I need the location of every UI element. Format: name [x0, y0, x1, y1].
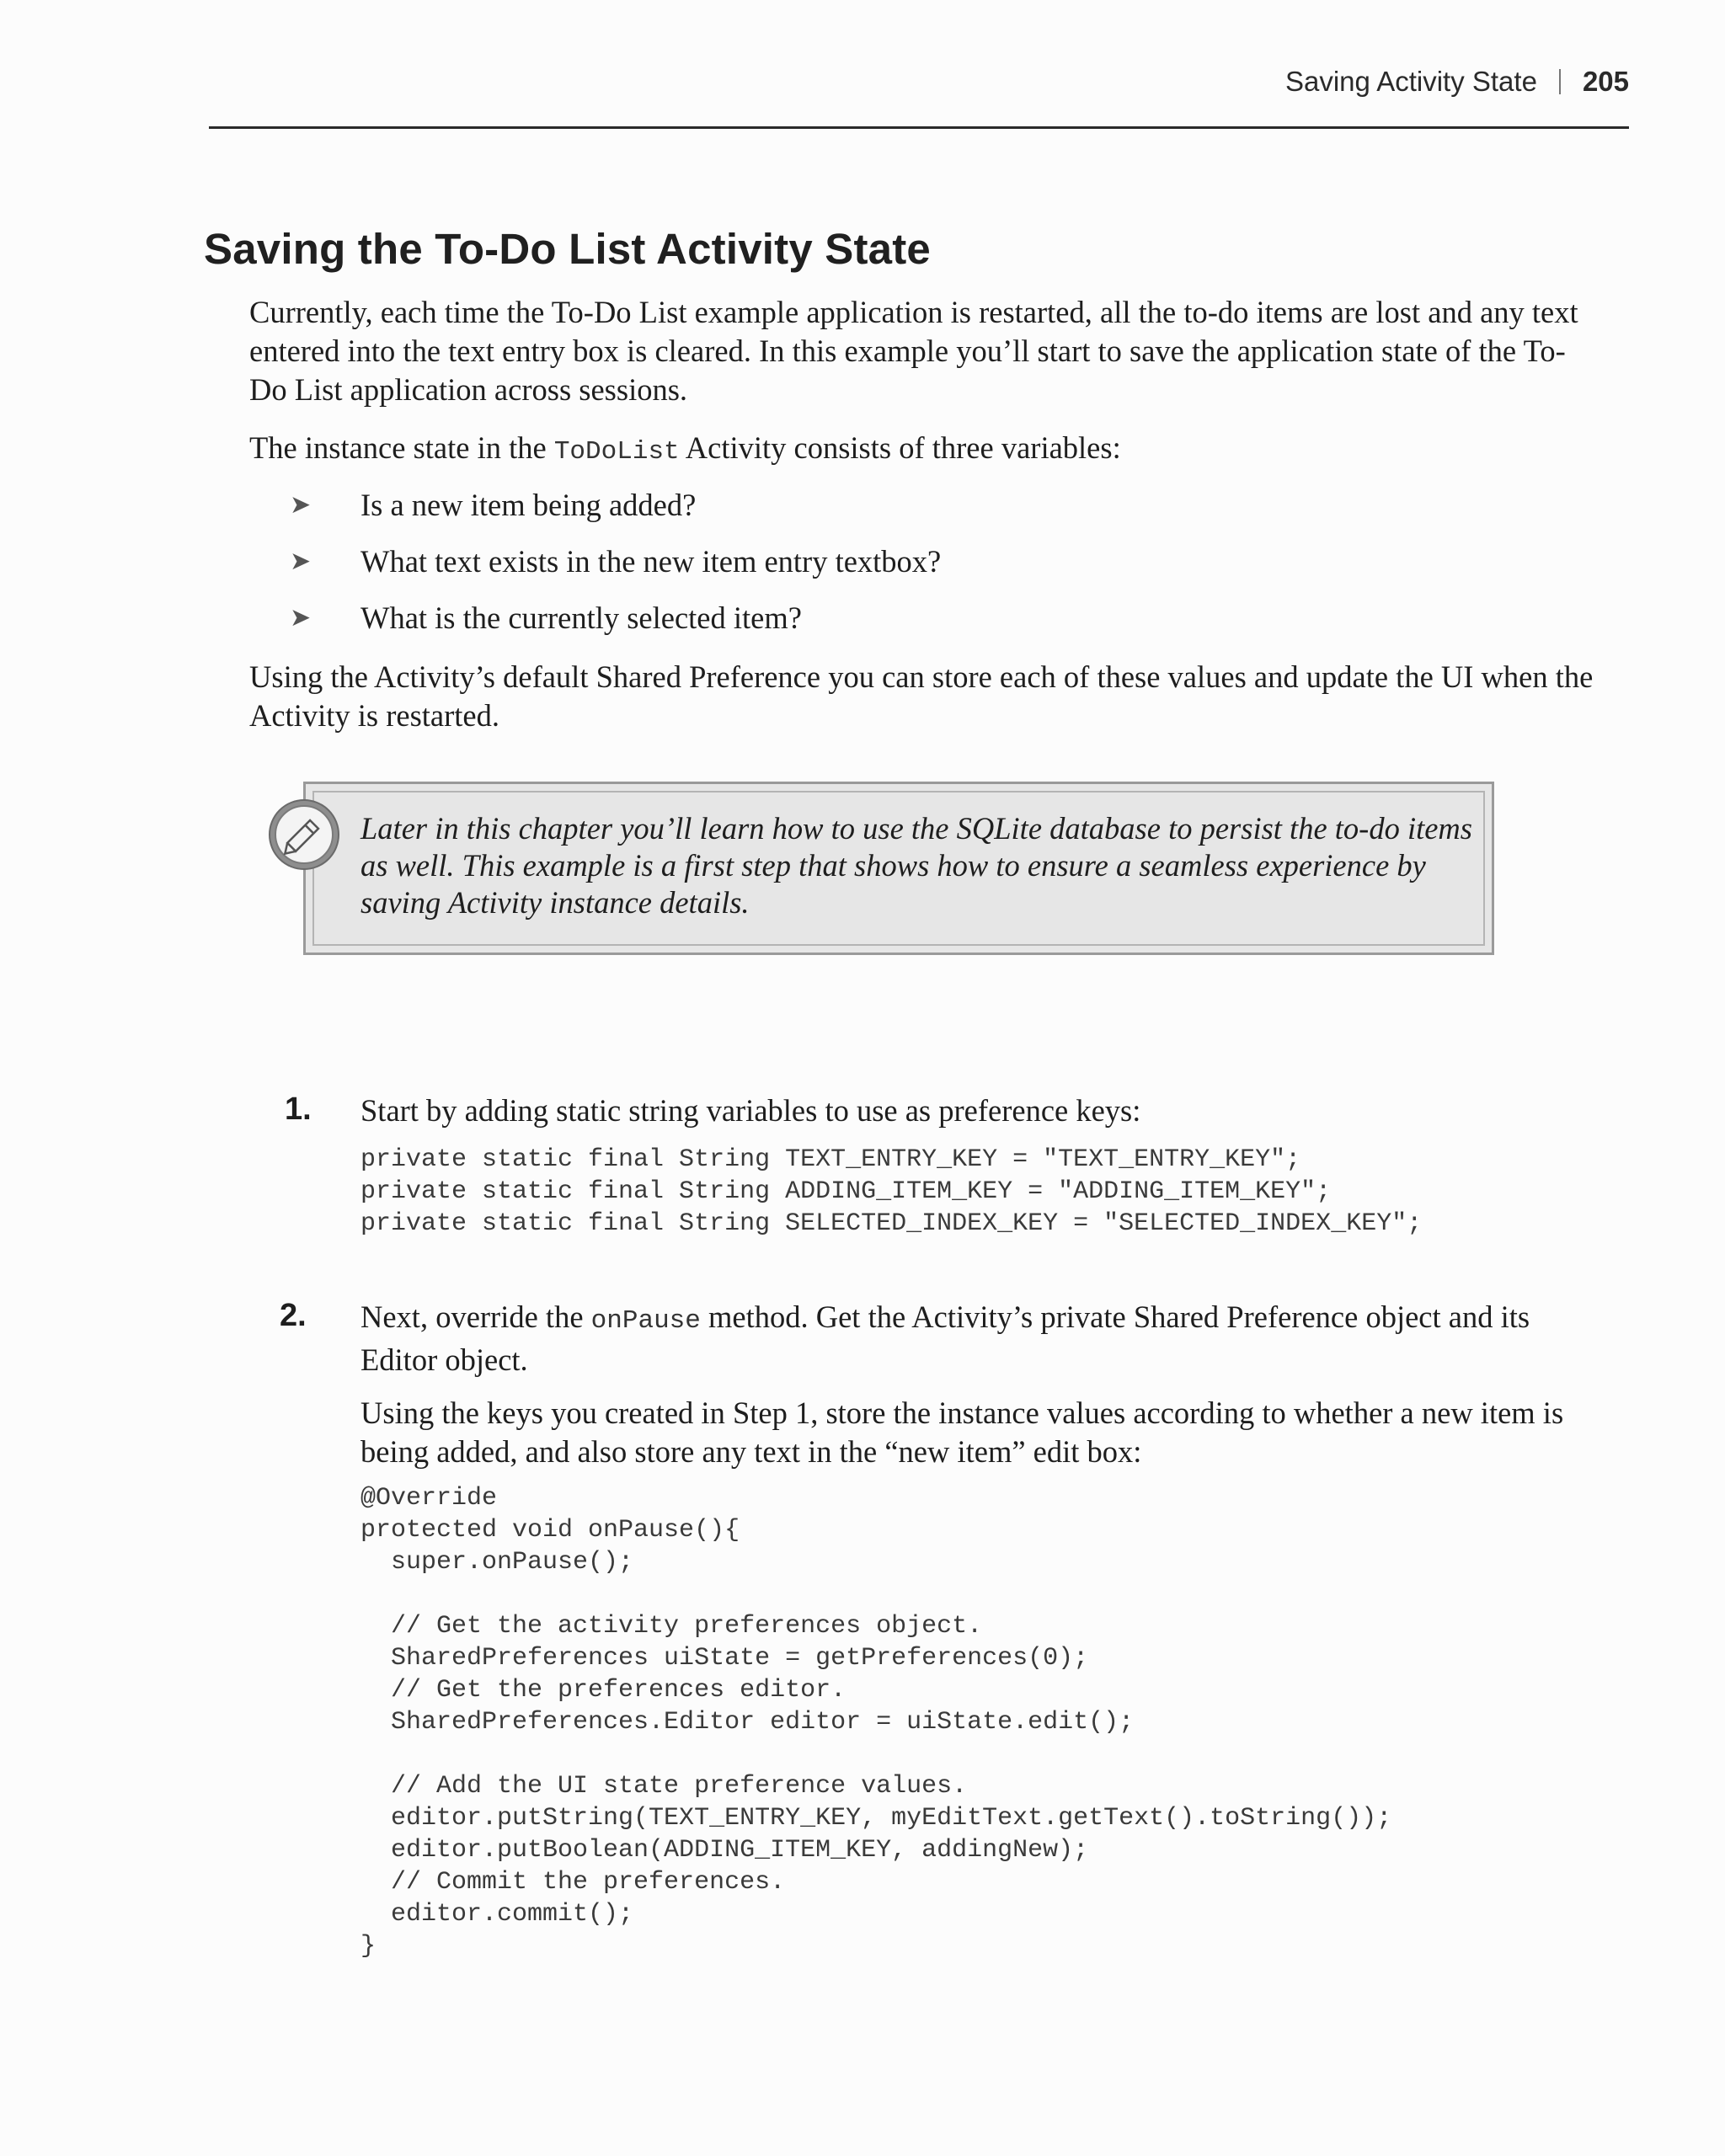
header-section-title: Saving Activity State — [1284, 66, 1537, 97]
list-item-text: What is the currently selected item? — [360, 600, 802, 635]
step-text-before: Next, override the — [360, 1299, 591, 1334]
running-header — [209, 62, 1629, 129]
code-block-preference-keys: private static final String TEXT_ENTRY_KEY = "TEXT_ENTRY_KEY"; private static final String ADDING_ITEM_KEY = "ADDING_ITEM_KEY"; private static final String SELECTED_INDEX_KEY = "SELECTED_INDEX_KEY"; — [360, 1145, 1423, 1238]
section-title: Saving the To-Do List Activity State — [204, 225, 931, 273]
step-number: 2. — [280, 1298, 307, 1333]
list-item-text: Is a new item being added? — [360, 488, 697, 522]
step-text — [360, 1298, 1590, 1380]
header-right — [1285, 66, 1629, 98]
note-text: Later in this chapter you’ll learn how to use the SQLite database to persist the to-do items as well. This example is a first step that shows how to ensure a seamless experience by saving Activity instance details. — [360, 811, 1472, 920]
step-text: Start by adding static string variables to use as preference keys: — [360, 1093, 1141, 1128]
state-text-before: The instance state in the — [249, 430, 554, 465]
code-block-onpause: @Override protected void onPause(){ super.onPause(); // Get the activity preferences object. SharedPreferences uiState = getPreferences(0); // Get the preferences editor. SharedPreferences.Editor editor = uiState.edit(); // Add the UI state preference values. editor.putString(TEXT_ENTRY_KEY, myEditText.getText().toString()); editor.putBoolean(ADDING_ITEM_KEY, addingNew); // Commit the preferences. editor.commit(); } — [360, 1484, 1392, 1961]
arrow-bullet-icon: ➤ — [290, 490, 312, 520]
state-text-after: Activity consists of three variables: — [679, 430, 1121, 465]
state-paragraph — [249, 429, 1597, 472]
arrow-bullet-icon: ➤ — [290, 603, 312, 632]
arrow-bullet-icon: ➤ — [290, 547, 312, 576]
inline-code-todolist: ToDoList — [553, 437, 680, 467]
step-text-continued: Using the keys you created in Step 1, store the instance values according to whether a new item is being added, and also store any text in the “new item” edit box: — [360, 1396, 1564, 1469]
list-item-text: What text exists in the new item entry textbox? — [360, 544, 942, 579]
usage-paragraph: Using the Activity’s default Shared Preference you can store each of these values and update the UI when the Activity is restarted. — [249, 659, 1594, 733]
page-number: 205 — [1582, 66, 1629, 97]
pencil-note-icon — [266, 797, 342, 873]
intro-paragraph: Currently, each time the To-Do List example application is restarted, all the to-do items are lost and any text entered into the text entry box is cleared. In this example you’ll start to save the application state of the To-Do List application across sessions. — [249, 295, 1578, 407]
step-number: 1. — [285, 1091, 312, 1127]
header-separator — [1559, 69, 1561, 94]
inline-code-onpause: onPause — [590, 1306, 701, 1336]
step-text-after: method. Get the Activity’s private Shared Preference object and its Editor object. — [360, 1299, 1530, 1377]
